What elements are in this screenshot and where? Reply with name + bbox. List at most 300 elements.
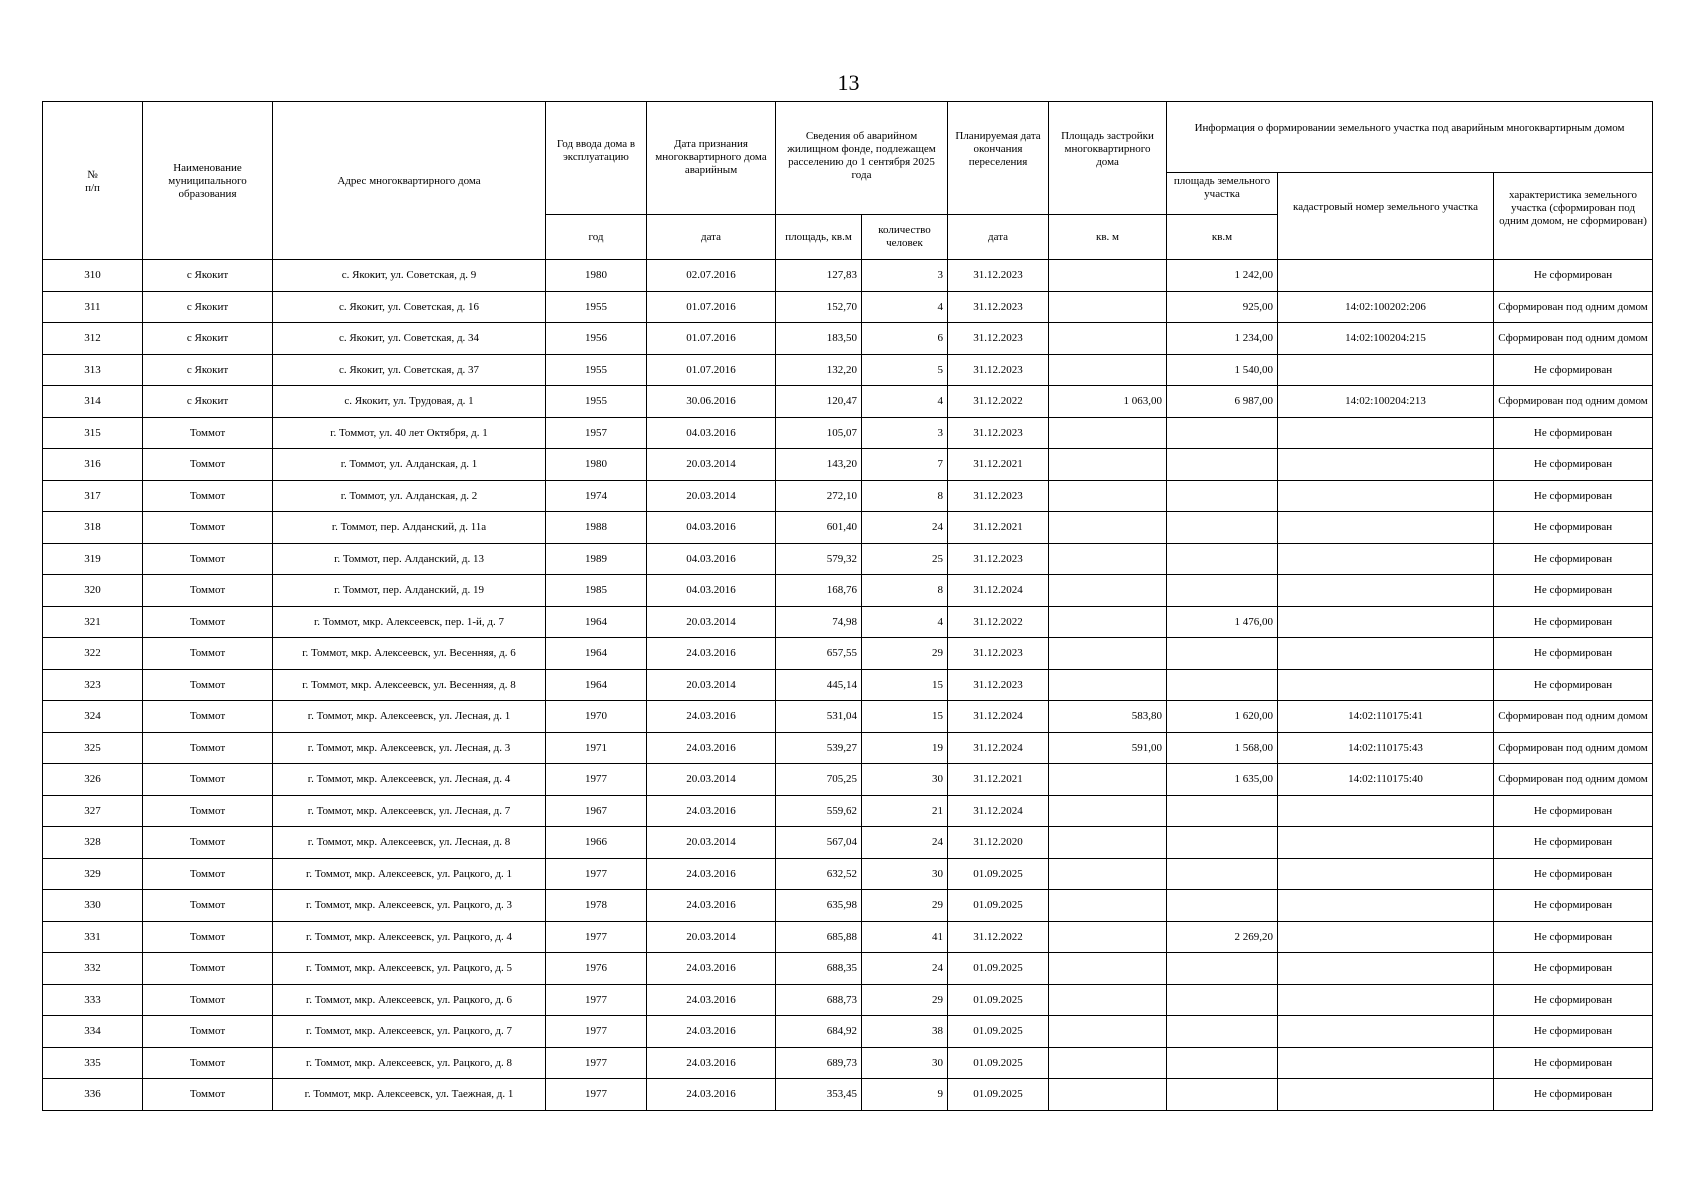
area-cell: 183,50 (776, 323, 862, 355)
land-status-cell: Не сформирован (1494, 669, 1653, 701)
municipality-cell: Томмот (143, 543, 273, 575)
building-area-cell: 1 063,00 (1049, 386, 1167, 418)
table-row (43, 638, 1653, 670)
land-area-cell: 1 635,00 (1167, 764, 1278, 796)
address-cell: г. Томмот, ул. Алданская, д. 1 (273, 449, 546, 481)
people-cell: 4 (862, 386, 948, 418)
table-row (43, 606, 1653, 638)
address-cell: г. Томмот, пер. Алданский, д. 11а (273, 512, 546, 544)
land-area-cell (1167, 827, 1278, 859)
row-number: 330 (43, 890, 143, 922)
people-cell: 9 (862, 1079, 948, 1111)
address-cell: г. Томмот, мкр. Алексеевск, ул. Рацкого, д. 8 (273, 1047, 546, 1079)
year-cell: 1985 (546, 575, 647, 607)
land-area-cell (1167, 984, 1278, 1016)
people-cell: 4 (862, 291, 948, 323)
recognition-date-cell: 04.03.2016 (647, 543, 776, 575)
people-cell: 15 (862, 701, 948, 733)
cadastral-cell (1278, 953, 1494, 985)
cadastral-cell: 14:02:110175:41 (1278, 701, 1494, 733)
row-number: 333 (43, 984, 143, 1016)
land-status-cell: Сформирован под одним домом (1494, 764, 1653, 796)
row-number: 317 (43, 480, 143, 512)
row-number: 318 (43, 512, 143, 544)
table-row (43, 1016, 1653, 1048)
recognition-date-cell: 24.03.2016 (647, 638, 776, 670)
table-row (43, 323, 1653, 355)
people-cell: 29 (862, 638, 948, 670)
land-status-cell: Не сформирован (1494, 795, 1653, 827)
building-area-cell (1049, 417, 1167, 449)
cadastral-cell (1278, 1079, 1494, 1111)
people-cell: 30 (862, 858, 948, 890)
municipality-cell: Томмот (143, 890, 273, 922)
page-number: 13 (837, 70, 860, 95)
header-land-info: Информация о формировании земельного участка под аварийным многоквартирным домом (1167, 102, 1653, 173)
row-number: 336 (43, 1079, 143, 1111)
municipality-cell: Томмот (143, 512, 273, 544)
area-cell: 684,92 (776, 1016, 862, 1048)
municipality-cell: Томмот (143, 480, 273, 512)
header-planned-end: Планируемая дата окончания переселения (948, 102, 1049, 215)
address-cell: г. Томмот, мкр. Алексеевск, ул. Весенняя, д. 6 (273, 638, 546, 670)
building-area-cell (1049, 543, 1167, 575)
municipality-cell: Томмот (143, 953, 273, 985)
land-status-cell: Не сформирован (1494, 638, 1653, 670)
planned-end-cell: 31.12.2024 (948, 732, 1049, 764)
planned-end-cell: 31.12.2022 (948, 386, 1049, 418)
recognition-date-cell: 04.03.2016 (647, 512, 776, 544)
people-cell: 24 (862, 827, 948, 859)
recognition-date-cell: 24.03.2016 (647, 1079, 776, 1111)
row-number: 332 (43, 953, 143, 985)
recognition-date-cell: 24.03.2016 (647, 890, 776, 922)
cadastral-cell (1278, 795, 1494, 827)
cadastral-cell (1278, 638, 1494, 670)
people-cell: 6 (862, 323, 948, 355)
year-cell: 1977 (546, 1079, 647, 1111)
cadastral-cell (1278, 543, 1494, 575)
address-cell: г. Томмот, ул. Алданская, д. 2 (273, 480, 546, 512)
table-row (43, 795, 1653, 827)
cadastral-cell (1278, 575, 1494, 607)
land-status-cell: Не сформирован (1494, 606, 1653, 638)
year-cell: 1964 (546, 606, 647, 638)
cadastral-cell (1278, 354, 1494, 386)
header-land-status: характеристика земельного участка (сформирован под одним домом, не сформирован) (1494, 173, 1653, 260)
address-cell: с. Якокит, ул. Трудовая, д. 1 (273, 386, 546, 418)
people-cell: 5 (862, 354, 948, 386)
table-row (43, 1079, 1653, 1111)
address-cell: г. Томмот, мкр. Алексеевск, ул. Лесная, д. 7 (273, 795, 546, 827)
planned-end-cell: 31.12.2024 (948, 575, 1049, 607)
row-number: 334 (43, 1016, 143, 1048)
municipality-cell: Томмот (143, 669, 273, 701)
planned-end-cell: 01.09.2025 (948, 1016, 1049, 1048)
land-status-cell: Не сформирован (1494, 480, 1653, 512)
header-unit-date: дата (647, 215, 776, 260)
people-cell: 29 (862, 984, 948, 1016)
area-cell: 657,55 (776, 638, 862, 670)
people-cell: 3 (862, 260, 948, 292)
cadastral-cell (1278, 480, 1494, 512)
building-area-cell (1049, 449, 1167, 481)
people-cell: 30 (862, 764, 948, 796)
land-area-cell (1167, 417, 1278, 449)
municipality-cell: Томмот (143, 921, 273, 953)
planned-end-cell: 31.12.2022 (948, 921, 1049, 953)
land-status-cell: Не сформирован (1494, 354, 1653, 386)
table-row (43, 1047, 1653, 1079)
building-area-cell (1049, 858, 1167, 890)
cadastral-cell (1278, 890, 1494, 922)
recognition-date-cell: 24.03.2016 (647, 984, 776, 1016)
building-area-cell (1049, 1047, 1167, 1079)
land-status-cell: Сформирован под одним домом (1494, 323, 1653, 355)
planned-end-cell: 01.09.2025 (948, 890, 1049, 922)
header-unit-land-sqm: кв.м (1167, 215, 1278, 260)
building-area-cell (1049, 953, 1167, 985)
land-status-cell: Не сформирован (1494, 890, 1653, 922)
area-cell: 272,10 (776, 480, 862, 512)
land-area-cell (1167, 795, 1278, 827)
year-cell: 1955 (546, 354, 647, 386)
building-area-cell (1049, 890, 1167, 922)
planned-end-cell: 01.09.2025 (948, 1047, 1049, 1079)
year-cell: 1988 (546, 512, 647, 544)
land-area-cell (1167, 480, 1278, 512)
land-status-cell: Не сформирован (1494, 984, 1653, 1016)
row-number: 324 (43, 701, 143, 733)
recognition-date-cell: 20.03.2014 (647, 921, 776, 953)
address-cell: с. Якокит, ул. Советская, д. 34 (273, 323, 546, 355)
people-cell: 30 (862, 1047, 948, 1079)
planned-end-cell: 01.09.2025 (948, 984, 1049, 1016)
table-row (43, 669, 1653, 701)
table-row (43, 953, 1653, 985)
municipality-cell: с Якокит (143, 260, 273, 292)
row-number: 310 (43, 260, 143, 292)
cadastral-cell: 14:02:100204:215 (1278, 323, 1494, 355)
planned-end-cell: 31.12.2023 (948, 669, 1049, 701)
municipality-cell: с Якокит (143, 386, 273, 418)
year-cell: 1955 (546, 386, 647, 418)
people-cell: 7 (862, 449, 948, 481)
recognition-date-cell: 24.03.2016 (647, 1047, 776, 1079)
land-status-cell: Сформирован под одним домом (1494, 732, 1653, 764)
municipality-cell: Томмот (143, 827, 273, 859)
people-cell: 15 (862, 669, 948, 701)
table-row (43, 354, 1653, 386)
header-unit-sqm: кв. м (1049, 215, 1167, 260)
planned-end-cell: 31.12.2023 (948, 260, 1049, 292)
address-cell: г. Томмот, мкр. Алексеевск, ул. Лесная, д. 8 (273, 827, 546, 859)
land-status-cell: Не сформирован (1494, 827, 1653, 859)
building-area-cell (1049, 921, 1167, 953)
year-cell: 1977 (546, 764, 647, 796)
cadastral-cell (1278, 449, 1494, 481)
row-number: 320 (43, 575, 143, 607)
area-cell: 688,73 (776, 984, 862, 1016)
people-cell: 24 (862, 512, 948, 544)
land-area-cell: 925,00 (1167, 291, 1278, 323)
table-row (43, 984, 1653, 1016)
land-status-cell: Сформирован под одним домом (1494, 701, 1653, 733)
people-cell: 21 (862, 795, 948, 827)
land-area-cell (1167, 512, 1278, 544)
land-area-cell (1167, 890, 1278, 922)
table-row (43, 858, 1653, 890)
municipality-cell: Томмот (143, 1016, 273, 1048)
cadastral-cell (1278, 669, 1494, 701)
table-row (43, 449, 1653, 481)
recognition-date-cell: 20.03.2014 (647, 449, 776, 481)
cadastral-cell: 14:02:110175:43 (1278, 732, 1494, 764)
land-area-cell (1167, 575, 1278, 607)
people-cell: 4 (862, 606, 948, 638)
year-cell: 1977 (546, 984, 647, 1016)
table-row (43, 701, 1653, 733)
land-area-cell: 1 234,00 (1167, 323, 1278, 355)
land-status-cell: Не сформирован (1494, 449, 1653, 481)
table-row (43, 512, 1653, 544)
table-row (43, 417, 1653, 449)
building-area-cell (1049, 764, 1167, 796)
address-cell: г. Томмот, пер. Алданский, д. 19 (273, 575, 546, 607)
area-cell: 632,52 (776, 858, 862, 890)
land-status-cell: Не сформирован (1494, 953, 1653, 985)
land-status-cell: Не сформирован (1494, 575, 1653, 607)
year-cell: 1964 (546, 669, 647, 701)
row-number: 335 (43, 1047, 143, 1079)
building-area-cell (1049, 827, 1167, 859)
area-cell: 539,27 (776, 732, 862, 764)
municipality-cell: Томмот (143, 795, 273, 827)
year-cell: 1980 (546, 449, 647, 481)
address-cell: г. Томмот, мкр. Алексеевск, ул. Лесная, д. 1 (273, 701, 546, 733)
recognition-date-cell: 20.03.2014 (647, 606, 776, 638)
area-cell: 579,32 (776, 543, 862, 575)
cadastral-cell (1278, 921, 1494, 953)
municipality-cell: Томмот (143, 1047, 273, 1079)
municipality-cell: с Якокит (143, 291, 273, 323)
planned-end-cell: 31.12.2023 (948, 323, 1049, 355)
planned-end-cell: 31.12.2023 (948, 480, 1049, 512)
planned-end-cell: 31.12.2023 (948, 354, 1049, 386)
header-emergency-info: Сведения об аварийном жилищном фонде, подлежащем расселению до 1 сентября 2025 года (776, 102, 948, 215)
recognition-date-cell: 20.03.2014 (647, 480, 776, 512)
recognition-date-cell: 24.03.2016 (647, 701, 776, 733)
header-unit-year: год (546, 215, 647, 260)
row-number: 322 (43, 638, 143, 670)
planned-end-cell: 31.12.2023 (948, 638, 1049, 670)
building-area-cell (1049, 795, 1167, 827)
row-number: 327 (43, 795, 143, 827)
land-area-cell (1167, 1016, 1278, 1048)
year-cell: 1977 (546, 921, 647, 953)
building-area-cell (1049, 1079, 1167, 1111)
recognition-date-cell: 04.03.2016 (647, 575, 776, 607)
area-cell: 635,98 (776, 890, 862, 922)
year-cell: 1967 (546, 795, 647, 827)
municipality-cell: Томмот (143, 701, 273, 733)
year-cell: 1977 (546, 1016, 647, 1048)
address-cell: г. Томмот, мкр. Алексеевск, ул. Рацкого, д. 5 (273, 953, 546, 985)
address-cell: г. Томмот, мкр. Алексеевск, пер. 1-й, д. 7 (273, 606, 546, 638)
address-cell: г. Томмот, мкр. Алексеевск, ул. Рацкого, д. 3 (273, 890, 546, 922)
municipality-cell: Томмот (143, 575, 273, 607)
table-row (43, 260, 1653, 292)
table-row (43, 827, 1653, 859)
area-cell: 601,40 (776, 512, 862, 544)
planned-end-cell: 31.12.2023 (948, 291, 1049, 323)
year-cell: 1956 (546, 323, 647, 355)
land-status-cell: Сформирован под одним домом (1494, 386, 1653, 418)
row-number: 321 (43, 606, 143, 638)
recognition-date-cell: 20.03.2014 (647, 827, 776, 859)
row-number: 315 (43, 417, 143, 449)
address-cell: г. Томмот, ул. 40 лет Октября, д. 1 (273, 417, 546, 449)
address-cell: с. Якокит, ул. Советская, д. 9 (273, 260, 546, 292)
municipality-cell: Томмот (143, 764, 273, 796)
recognition-date-cell: 01.07.2016 (647, 291, 776, 323)
cadastral-cell: 14:02:100202:206 (1278, 291, 1494, 323)
table-row (43, 386, 1653, 418)
row-number: 331 (43, 921, 143, 953)
recognition-date-cell: 20.03.2014 (647, 764, 776, 796)
header-year-built: Год ввода дома в эксплуатацию (546, 102, 647, 215)
area-cell: 445,14 (776, 669, 862, 701)
area-cell: 688,35 (776, 953, 862, 985)
building-area-cell (1049, 669, 1167, 701)
building-area-cell: 583,80 (1049, 701, 1167, 733)
building-area-cell (1049, 1016, 1167, 1048)
land-area-cell: 1 476,00 (1167, 606, 1278, 638)
address-cell: г. Томмот, мкр. Алексеевск, ул. Рацкого, д. 1 (273, 858, 546, 890)
year-cell: 1966 (546, 827, 647, 859)
row-number: 314 (43, 386, 143, 418)
area-cell: 74,98 (776, 606, 862, 638)
land-area-cell (1167, 1079, 1278, 1111)
area-cell: 132,20 (776, 354, 862, 386)
land-status-cell: Не сформирован (1494, 1047, 1653, 1079)
area-cell: 152,70 (776, 291, 862, 323)
planned-end-cell: 31.12.2021 (948, 449, 1049, 481)
building-area-cell (1049, 984, 1167, 1016)
planned-end-cell: 31.12.2022 (948, 606, 1049, 638)
area-cell: 353,45 (776, 1079, 862, 1111)
municipality-cell: Томмот (143, 638, 273, 670)
row-number: 328 (43, 827, 143, 859)
cadastral-cell: 14:02:110175:40 (1278, 764, 1494, 796)
people-cell: 8 (862, 575, 948, 607)
planned-end-cell: 31.12.2024 (948, 795, 1049, 827)
cadastral-cell (1278, 512, 1494, 544)
row-number: 326 (43, 764, 143, 796)
land-area-cell (1167, 1047, 1278, 1079)
planned-end-cell: 01.09.2025 (948, 858, 1049, 890)
address-cell: г. Томмот, мкр. Алексеевск, ул. Рацкого, д. 6 (273, 984, 546, 1016)
recognition-date-cell: 24.03.2016 (647, 795, 776, 827)
people-cell: 29 (862, 890, 948, 922)
municipality-cell: Томмот (143, 858, 273, 890)
recognition-date-cell: 24.03.2016 (647, 732, 776, 764)
land-status-cell: Не сформирован (1494, 1016, 1653, 1048)
building-area-cell: 591,00 (1049, 732, 1167, 764)
recognition-date-cell: 24.03.2016 (647, 1016, 776, 1048)
people-cell: 38 (862, 1016, 948, 1048)
year-cell: 1974 (546, 480, 647, 512)
land-status-cell: Не сформирован (1494, 260, 1653, 292)
row-number: 329 (43, 858, 143, 890)
table-row (43, 921, 1653, 953)
year-cell: 1978 (546, 890, 647, 922)
row-number: 323 (43, 669, 143, 701)
recognition-date-cell: 02.07.2016 (647, 260, 776, 292)
municipality-cell: с Якокит (143, 323, 273, 355)
land-area-cell (1167, 953, 1278, 985)
cadastral-cell (1278, 417, 1494, 449)
header-building-area: Площадь застройки многоквартирного дома (1049, 102, 1167, 215)
address-cell: г. Томмот, мкр. Алексеевск, ул. Весенняя, д. 8 (273, 669, 546, 701)
building-area-cell (1049, 291, 1167, 323)
address-cell: г. Томмот, мкр. Алексеевск, ул. Лесная, д. 4 (273, 764, 546, 796)
municipality-cell: Томмот (143, 732, 273, 764)
area-cell: 567,04 (776, 827, 862, 859)
address-cell: с. Якокит, ул. Советская, д. 37 (273, 354, 546, 386)
table-row (43, 764, 1653, 796)
year-cell: 1989 (546, 543, 647, 575)
building-area-cell (1049, 512, 1167, 544)
building-area-cell (1049, 323, 1167, 355)
row-number: 316 (43, 449, 143, 481)
cadastral-cell (1278, 858, 1494, 890)
year-cell: 1980 (546, 260, 647, 292)
land-status-cell: Сформирован под одним домом (1494, 291, 1653, 323)
emergency-housing-table (42, 101, 1653, 1111)
municipality-cell: с Якокит (143, 354, 273, 386)
table-header (43, 102, 1653, 260)
year-cell: 1970 (546, 701, 647, 733)
row-number: 312 (43, 323, 143, 355)
people-cell: 41 (862, 921, 948, 953)
land-area-cell: 1 540,00 (1167, 354, 1278, 386)
land-area-cell: 1 568,00 (1167, 732, 1278, 764)
building-area-cell (1049, 480, 1167, 512)
year-cell: 1977 (546, 1047, 647, 1079)
area-cell: 105,07 (776, 417, 862, 449)
table-body (43, 260, 1653, 1111)
land-area-cell (1167, 669, 1278, 701)
planned-end-cell: 31.12.2020 (948, 827, 1049, 859)
municipality-cell: Томмот (143, 1079, 273, 1111)
header-cadastral: кадастровый номер земельного участка (1278, 173, 1494, 260)
cadastral-cell (1278, 827, 1494, 859)
cadastral-cell (1278, 1016, 1494, 1048)
address-cell: г. Томмот, пер. Алданский, д. 13 (273, 543, 546, 575)
cadastral-cell (1278, 260, 1494, 292)
header-unit-area: площадь, кв.м (776, 215, 862, 260)
area-cell: 120,47 (776, 386, 862, 418)
cadastral-cell (1278, 1047, 1494, 1079)
municipality-cell: Томмот (143, 606, 273, 638)
header-unit-people: количество человек (862, 215, 948, 260)
year-cell: 1976 (546, 953, 647, 985)
recognition-date-cell: 01.07.2016 (647, 323, 776, 355)
area-cell: 689,73 (776, 1047, 862, 1079)
address-cell: г. Томмот, мкр. Алексеевск, ул. Рацкого, д. 4 (273, 921, 546, 953)
land-status-cell: Не сформирован (1494, 921, 1653, 953)
